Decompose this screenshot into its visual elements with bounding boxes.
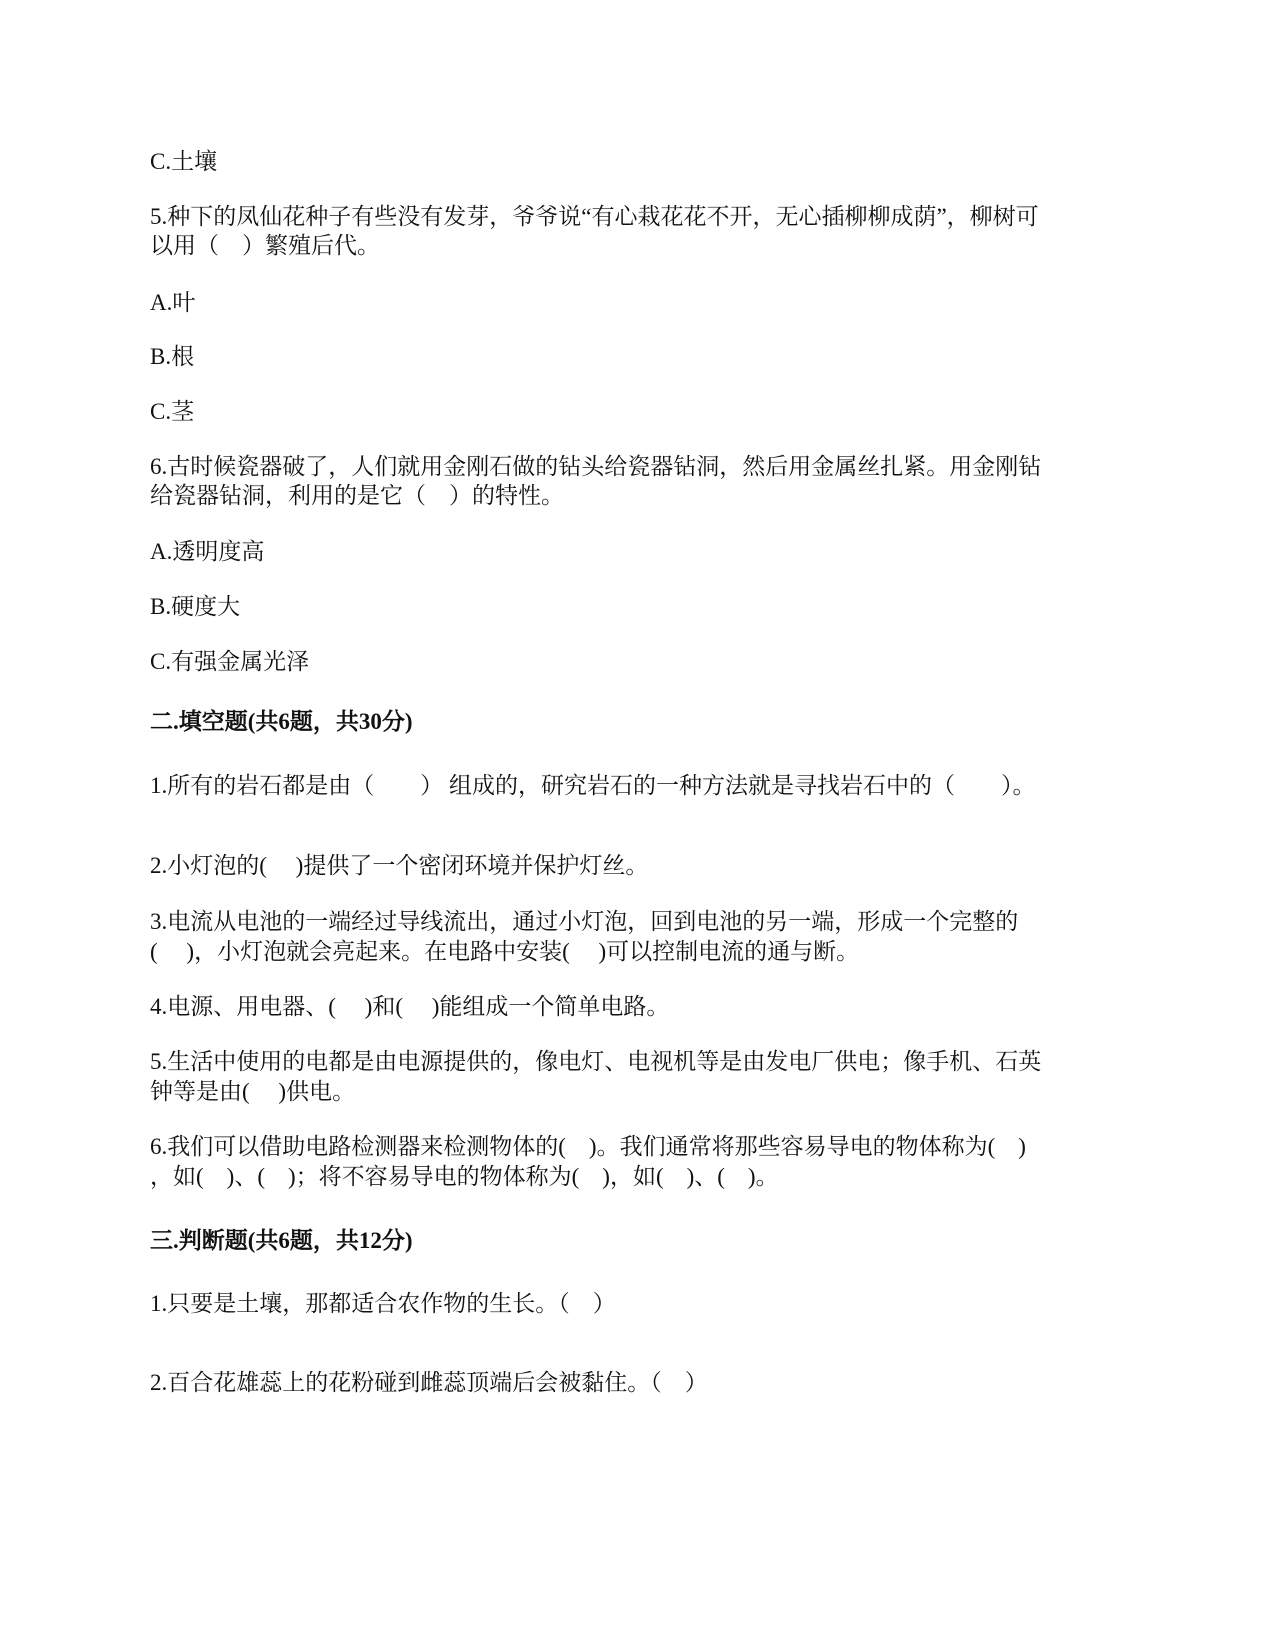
q6-stem-line-1: 6.古时候瓷器破了，人们就用金刚石做的钻头给瓷器钻洞，然后用金属丝扎紧。用金刚钻 [150,454,1042,479]
section-2-heading: 二.填空题(共6题，共30分) [150,709,413,734]
q6-stem-line-2: 给瓷器钻洞，利用的是它（ ）的特性。 [150,483,564,508]
fill-q1: 1.所有的岩石都是由（ ） 组成的，研究岩石的一种方法就是寻找岩石中的（ ）。 [150,773,1036,798]
q4-option-c: C.土壤 [150,149,218,174]
judge-q1: 1.只要是土壤，那都适合农作物的生长。（ ） [150,1291,616,1316]
q5-option-c: C.茎 [150,399,195,424]
q5-stem-line-1: 5.种下的凤仙花种子有些没有发芽，爷爷说“有心栽花花不开，无心插柳柳成荫”，柳树可 [150,204,1039,229]
fill-q3-line-1: 3.电流从电池的一端经过导线流出，通过小灯泡，回到电池的另一端，形成一个完整的 [150,909,1019,934]
judge-q2: 2.百合花雄蕊上的花粉碰到雌蕊顶端后会被黏住。（ ） [150,1370,708,1395]
q5-stem-line-2: 以用（ ）繁殖后代。 [150,233,380,258]
fill-q2: 2.小灯泡的( )提供了一个密闭环境并保护灯丝。 [150,853,649,878]
fill-q6-line-1: 6.我们可以借助电路检测器来检测物体的( )。我们通常将那些容易导电的物体称为( ) [150,1134,1026,1159]
fill-q5-line-1: 5.生活中使用的电都是由电源提供的，像电灯、电视机等是由发电厂供电；像手机、石英 [150,1049,1042,1074]
fill-q3-line-2: ( )，小灯泡就会亮起来。在电路中安装( )可以控制电流的通与断。 [150,939,860,964]
fill-q4: 4.电源、用电器、( )和( )能组成一个简单电路。 [150,994,670,1019]
q6-option-a: A.透明度高 [150,539,265,564]
fill-q6-line-2: ，如( )、( )；将不容易导电的物体称为( )，如( )、( )。 [150,1164,779,1189]
q6-option-b: B.硬度大 [150,594,241,619]
q5-option-b: B.根 [150,344,195,369]
fill-q5-line-2: 钟等是由( )供电。 [150,1079,356,1104]
q6-option-c: C.有强金属光泽 [150,649,310,674]
section-3-heading: 三.判断题(共6题，共12分) [150,1228,413,1253]
q5-option-a: A.叶 [150,290,196,315]
